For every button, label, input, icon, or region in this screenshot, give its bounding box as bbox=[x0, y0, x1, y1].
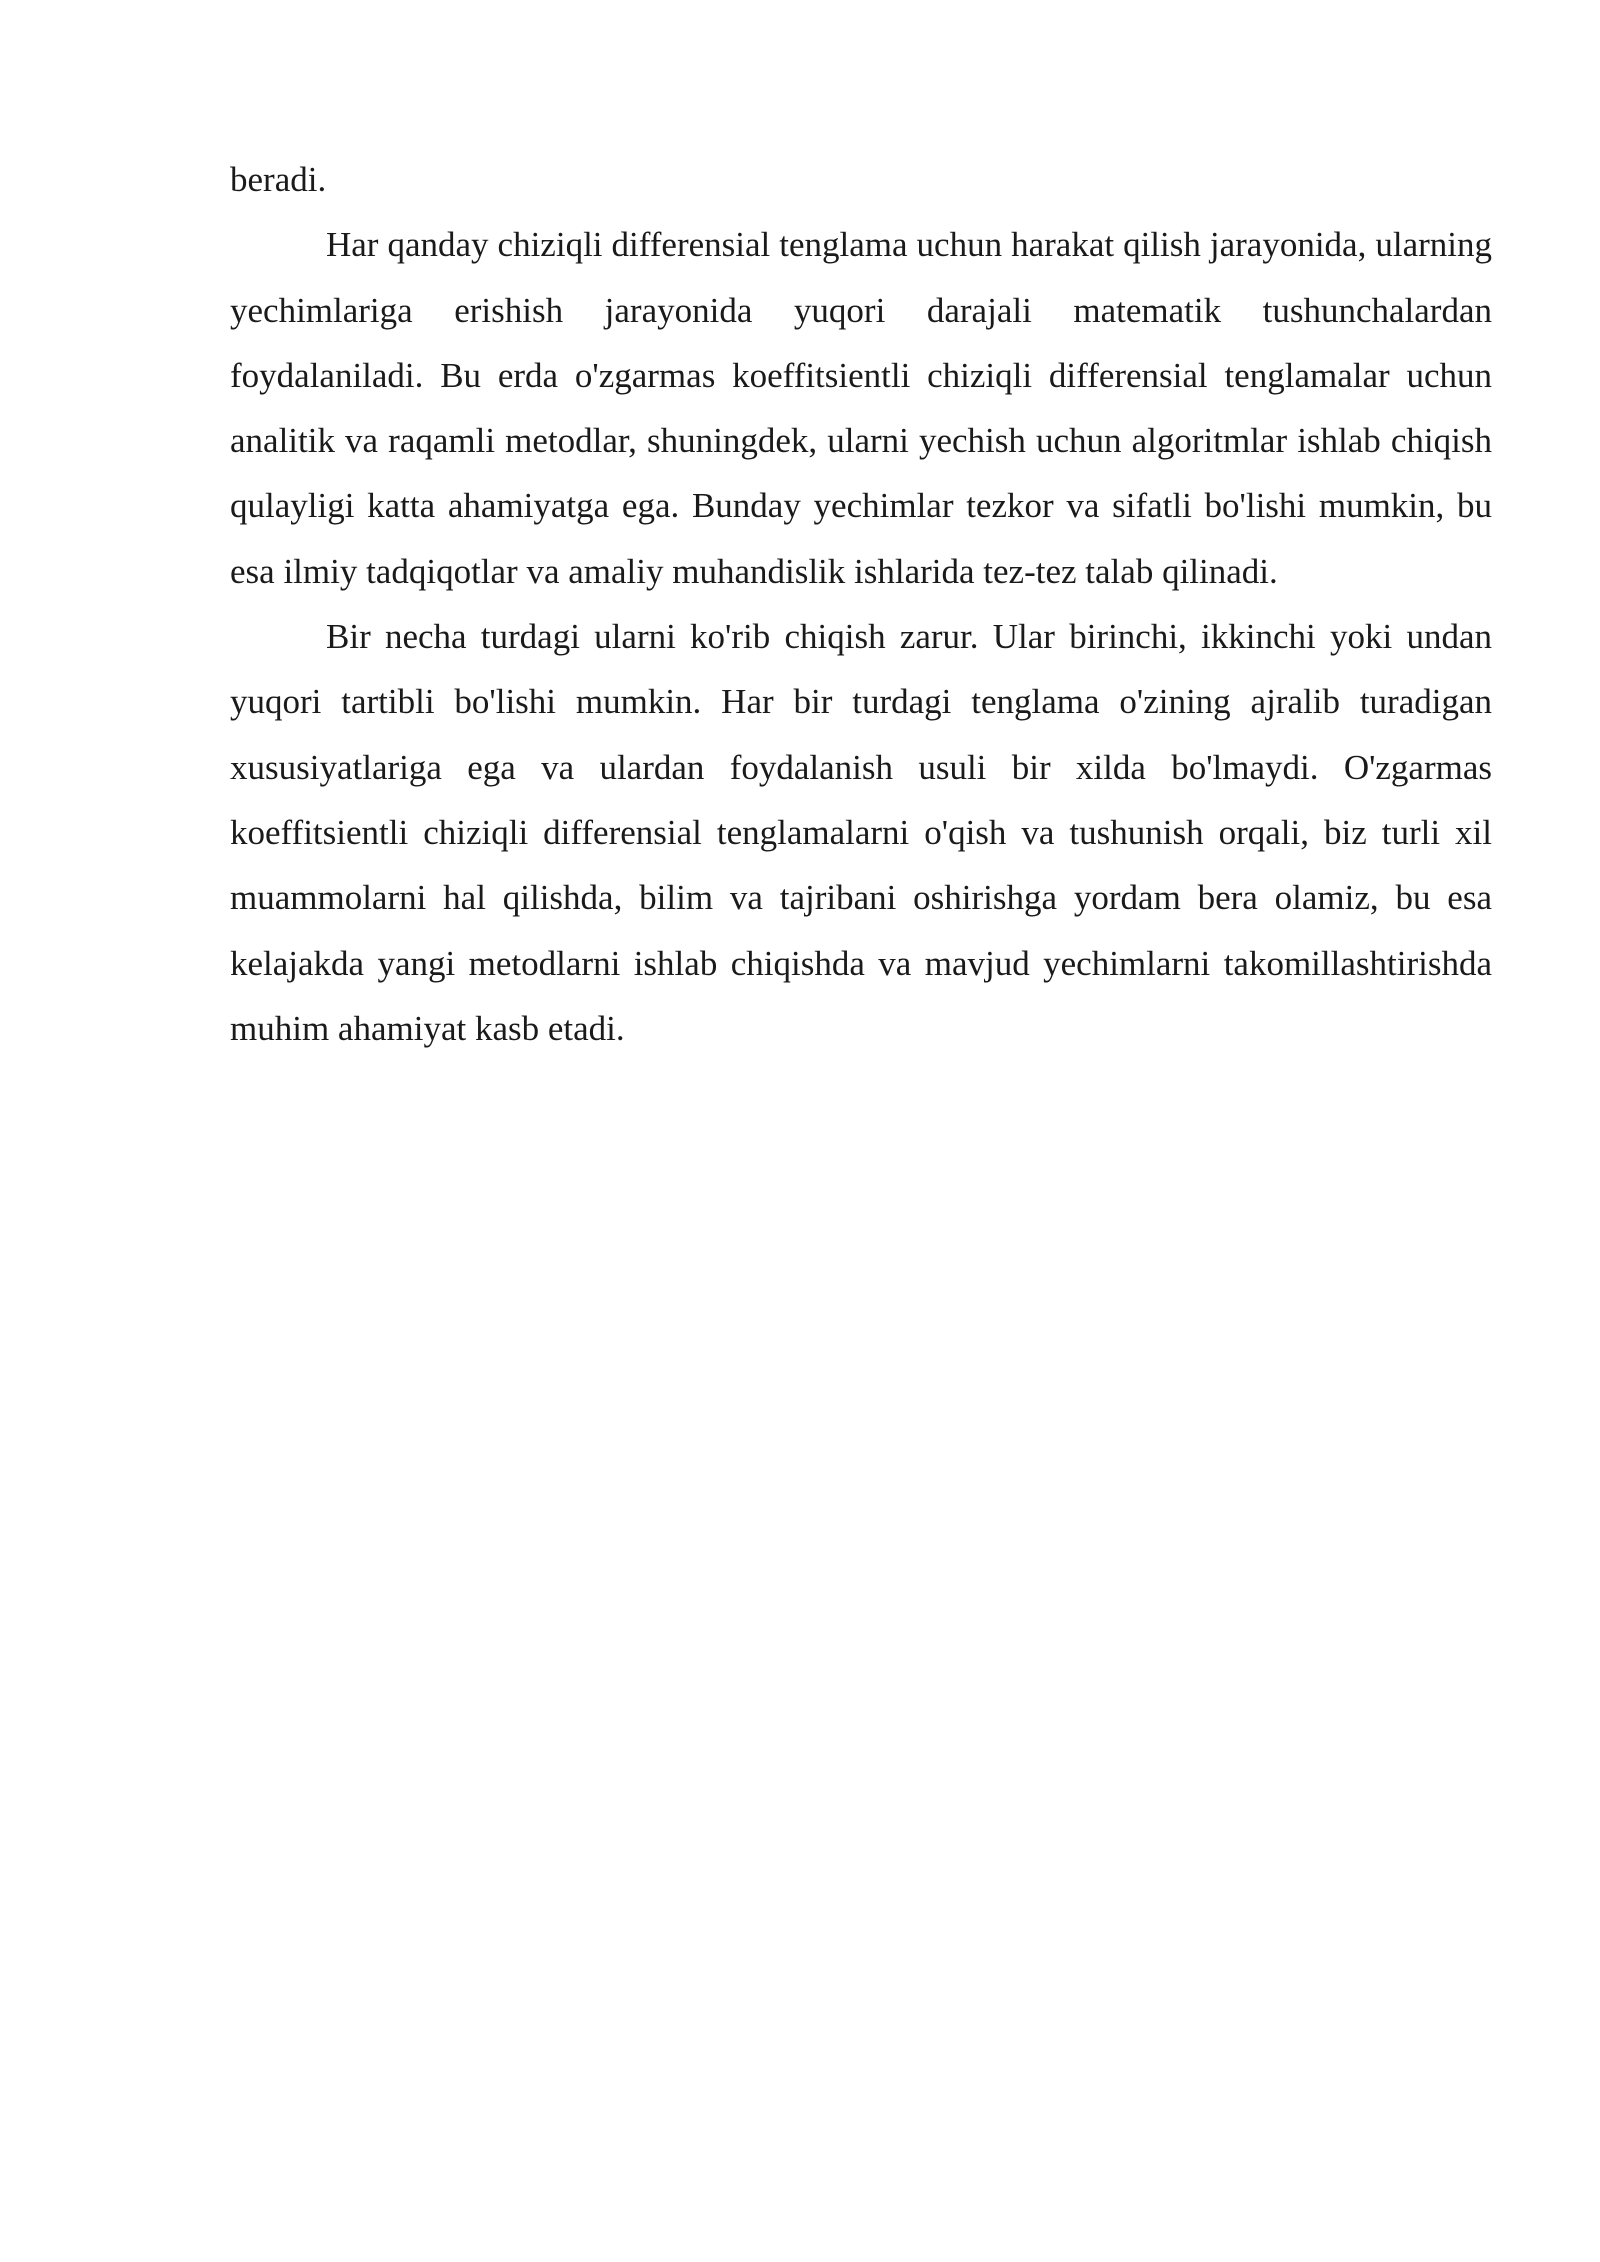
paragraph-equation-types: Bir necha turdagi ularni ko'rib chiqish zarur. Ular birinchi, ikkinchi yoki undan yuqori tartibli bo'lishi mumkin. Har bir turdagi tenglama o'zining ajralib turadigan xususiyatlariga ega va ulardan foydalanish usuli bir xilda bo'lmaydi. O'zgarmas koeffitsientli chiziqli differensial tenglamalarni o'qish va tushunish orqali, biz turli xil muammolarni hal qilishda, bilim va tajribani oshirishga yordam bera olamiz, bu esa kelajakda yangi metodlarni ishlab chiqishda va mavjud yechimlarni takomillashtirishda muhim ahamiyat kasb etadi. bbox=[230, 617, 1492, 1048]
paragraph-continuation: beradi. bbox=[230, 160, 327, 199]
paragraph-linear-differential-equations: Har qanday chiziqli differensial tenglama uchun harakat qilish jarayonida, ularning yechimlariga erishish jarayonida yuqori darajali matematik tushunchalardan foydalaniladi. Bu erda o'zgarmas koeffitsientli chiziqli differensial tenglamalar uchun analitik va raqamli metodlar, shuningdek, ularni yechish uchun algoritmlar ishlab chiqish qulayligi katta ahamiyatga ega. Bunday yechimlar tezkor va sifatli bo'lishi mumkin, bu esa ilmiy tadqiqotlar va amaliy muhandislik ishlarida tez-tez talab qilinadi. bbox=[230, 225, 1492, 591]
body-text bbox=[230, 147, 1492, 1061]
